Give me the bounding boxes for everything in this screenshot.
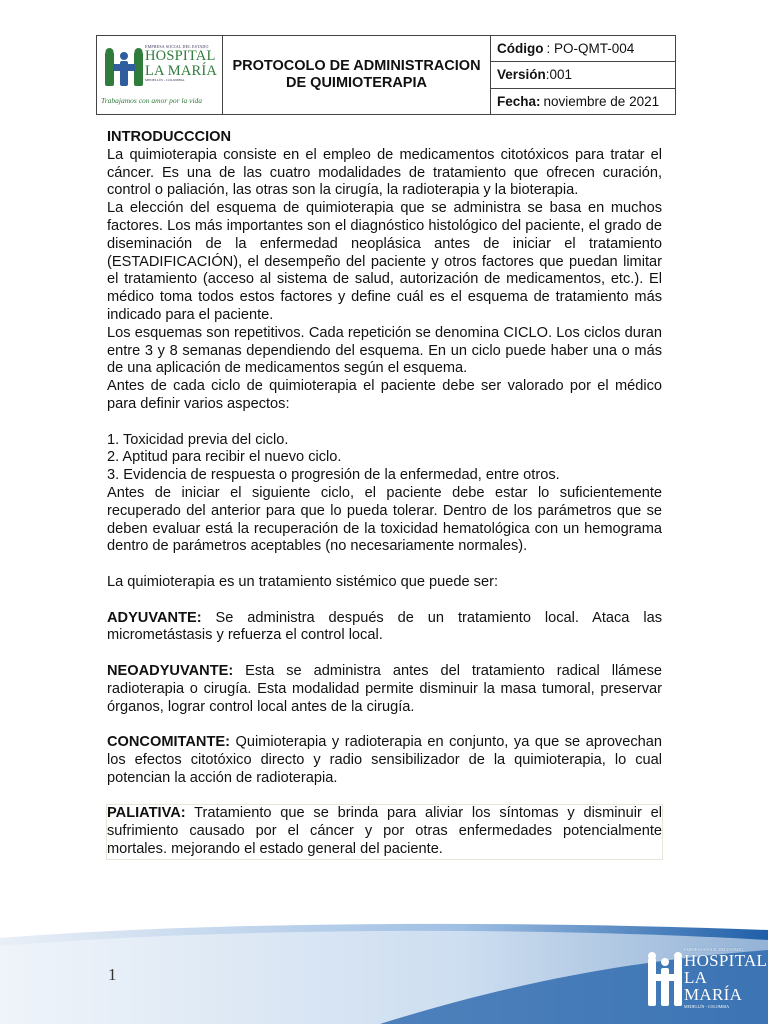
date-cell	[491, 89, 675, 114]
paragraph-recovery: Antes de iniciar el siguiente ciclo, el paciente debe estar lo suficientemente recuperado del anterior para que lo pueda tolerar. Dentro de los parámetros que se deben evaluar está la recuperación de la toxicidad hematológica con un hemograma dentro de parámetros aceptables (no necesariamente normales).	[107, 484, 662, 555]
section-heading: INTRODUCCCION	[107, 129, 232, 145]
term-neoadyuvante: NEOADYUVANTE:	[107, 662, 234, 679]
term-adyuvante: ADYUVANTE:	[107, 609, 202, 626]
footer-logo-line1: HOSPITAL	[684, 951, 768, 970]
date-label: Fecha:	[497, 93, 541, 109]
text-concomitante: Quimioterapia y radioterapia en conjunto, ya que se aprovechan los efectos citotóxico directo y radio sensibilizador de la quimioterapia, lo cual potencian la acción de radioterapia.	[107, 734, 662, 786]
code-label: Código	[497, 41, 544, 57]
footer-logo-org: EMPRESA SOCIAL DEL ESTADO	[684, 947, 743, 952]
footer-logo-line2: LA MARÍA	[684, 968, 743, 1004]
paragraph-systemic: La quimioterapia es un tratamiento sistémico que puede ser:	[107, 573, 499, 590]
text-adyuvante: Se administra después de un tratamiento local. Ataca las micrometástasis y refuerza el control local.	[107, 609, 662, 644]
version-label: Versión	[497, 67, 546, 83]
footer-logo-icon	[648, 950, 682, 1012]
footer-logo-city: MEDELLÍN - COLOMBIA	[684, 1004, 730, 1009]
paragraph-scheme-choice: La elección del esquema de quimioterapia que se administra se basa en muchos factores. Los más importantes son el diagnóstico histológico del paciente, el grado de diseminación de la enfermedad neoplásica antes de iniciar el tratamiento (ESTADIFICACIÓN), el desempeño del paciente y otros factores que puedan limitar el tratamiento (acceso al sistema de salud, autorización de medicamentos, etc.). El médico toma todos estos factores y define cuál es el esquema de tratamiento más indicado para el paciente.	[107, 200, 662, 323]
document-meta	[491, 36, 675, 114]
hospital-logo-text	[145, 45, 217, 83]
title-line1: PROTOCOLO DE ADMINISTRACION	[232, 58, 481, 74]
footer-logo-text	[684, 948, 768, 1009]
term-concomitante: CONCOMITANTE:	[107, 734, 230, 751]
term-paliativa: PALIATIVA:	[107, 805, 186, 822]
text-paliativa: Tratamiento que se brinda para aliviar los síntomas y disminuir el sufrimiento causado por el cáncer y por otras enfermedades potencialmente mortales. mejorando el estado general del paciente.	[107, 805, 662, 857]
code-cell	[491, 36, 675, 62]
text-neoadyuvante: Esta se administra antes del tratamiento radical llámese radioterapia o cirugía. Esta modalidad permite disminuir la masa tumoral, preservar órganos, lograr control local antes de la cirugía.	[107, 662, 662, 715]
version-value: :001	[545, 67, 573, 83]
hospital-logo	[97, 36, 223, 114]
document-title	[223, 36, 491, 114]
logo-name-line1: HOSPITAL	[145, 48, 216, 64]
date-value: noviembre de 2021	[543, 93, 660, 109]
document-body	[107, 129, 662, 859]
list-item: 2. Aptitud para recibir el nuevo ciclo.	[107, 449, 342, 466]
paragraph-intro: La quimioterapia consiste en el empleo de medicamentos citotóxicos para tratar el cáncer. Es una de las cuatro modalidades de tratamiento que ofrecen curación, control o paliación, las otras son la cirugía, la radioterapia y la bioterapia.	[107, 146, 662, 199]
paragraph-evaluation: Antes de cada ciclo de quimioterapia el paciente debe ser valorado por el médico para definir varios aspectos:	[107, 378, 662, 412]
hospital-logo-icon	[105, 48, 143, 90]
page-number: 1	[108, 965, 117, 984]
list-item: 3. Evidencia de respuesta o progresión de la enfermedad, entre otros.	[107, 467, 560, 484]
list-item: 1. Toxicidad previa del ciclo.	[107, 431, 289, 448]
title-line2: DE QUIMIOTERAPIA	[286, 75, 427, 91]
document-header	[96, 35, 676, 115]
logo-name-line2: LA MARÍA	[145, 62, 218, 79]
logo-tagline: Trabajamos con amor por la vida	[101, 96, 203, 105]
logo-org-label: EMPRESA SOCIAL DEL ESTADO	[145, 44, 209, 49]
code-value: : PO-QMT-004	[546, 41, 635, 57]
logo-city: MEDELLÍN - COLOMBIA	[145, 78, 185, 82]
version-cell	[491, 62, 675, 88]
paragraph-concomitante	[107, 734, 662, 787]
paragraph-adyuvante	[107, 610, 662, 646]
paragraph-paliativa	[107, 805, 662, 858]
paragraph-cycles: Los esquemas son repetitivos. Cada repetición se denomina CICLO. Los ciclos duran entre 3 y 8 semanas dependiendo del esquema. En un ciclo puede haber una o más de una aplicación de medicamentos según el esquema.	[107, 324, 662, 377]
paragraph-neoadyuvante	[107, 663, 662, 716]
